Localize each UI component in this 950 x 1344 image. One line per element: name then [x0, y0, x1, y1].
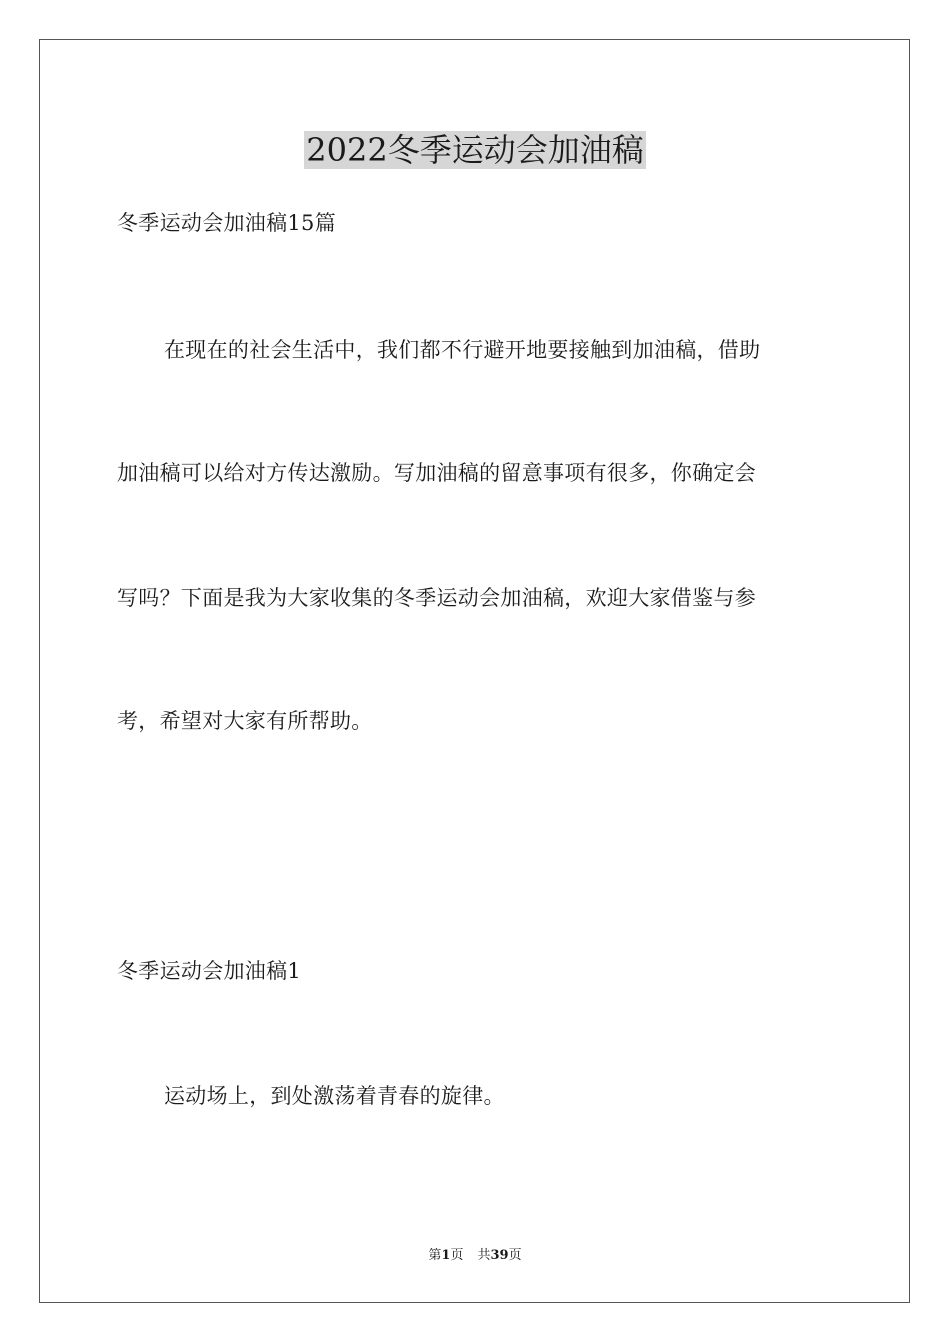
- section-heading: 冬季运动会加油稿1: [117, 959, 302, 983]
- page-footer: [0, 1247, 950, 1265]
- intro-line-2: 加油稿可以给对方传达激励。写加油稿的留意事项有很多，你确定会: [117, 461, 756, 485]
- document-title-text: 2022冬季运动会加油稿: [306, 131, 644, 169]
- footer-total-pages: 39: [490, 1248, 509, 1263]
- document-subtitle: 冬季运动会加油稿15篇: [117, 211, 337, 235]
- footer-total-prefix: 共: [477, 1248, 491, 1263]
- footer-page-prefix: 第: [428, 1248, 442, 1263]
- footer-page-suffix: 页: [450, 1248, 464, 1263]
- intro-line-1: 在现在的社会生活中，我们都不行避开地要接触到加油稿，借助: [164, 338, 761, 362]
- document-title: [0, 128, 950, 172]
- footer-total-suffix: 页: [508, 1248, 522, 1263]
- intro-line-3: 写吗？下面是我为大家收集的冬季运动会加油稿，欢迎大家借鉴与参: [117, 586, 756, 610]
- intro-line-4: 考，希望对大家有所帮助。: [117, 709, 373, 733]
- footer-page-current: 1: [441, 1248, 451, 1263]
- section-line-1: 运动场上，到处激荡着青春的旋律。: [164, 1084, 505, 1108]
